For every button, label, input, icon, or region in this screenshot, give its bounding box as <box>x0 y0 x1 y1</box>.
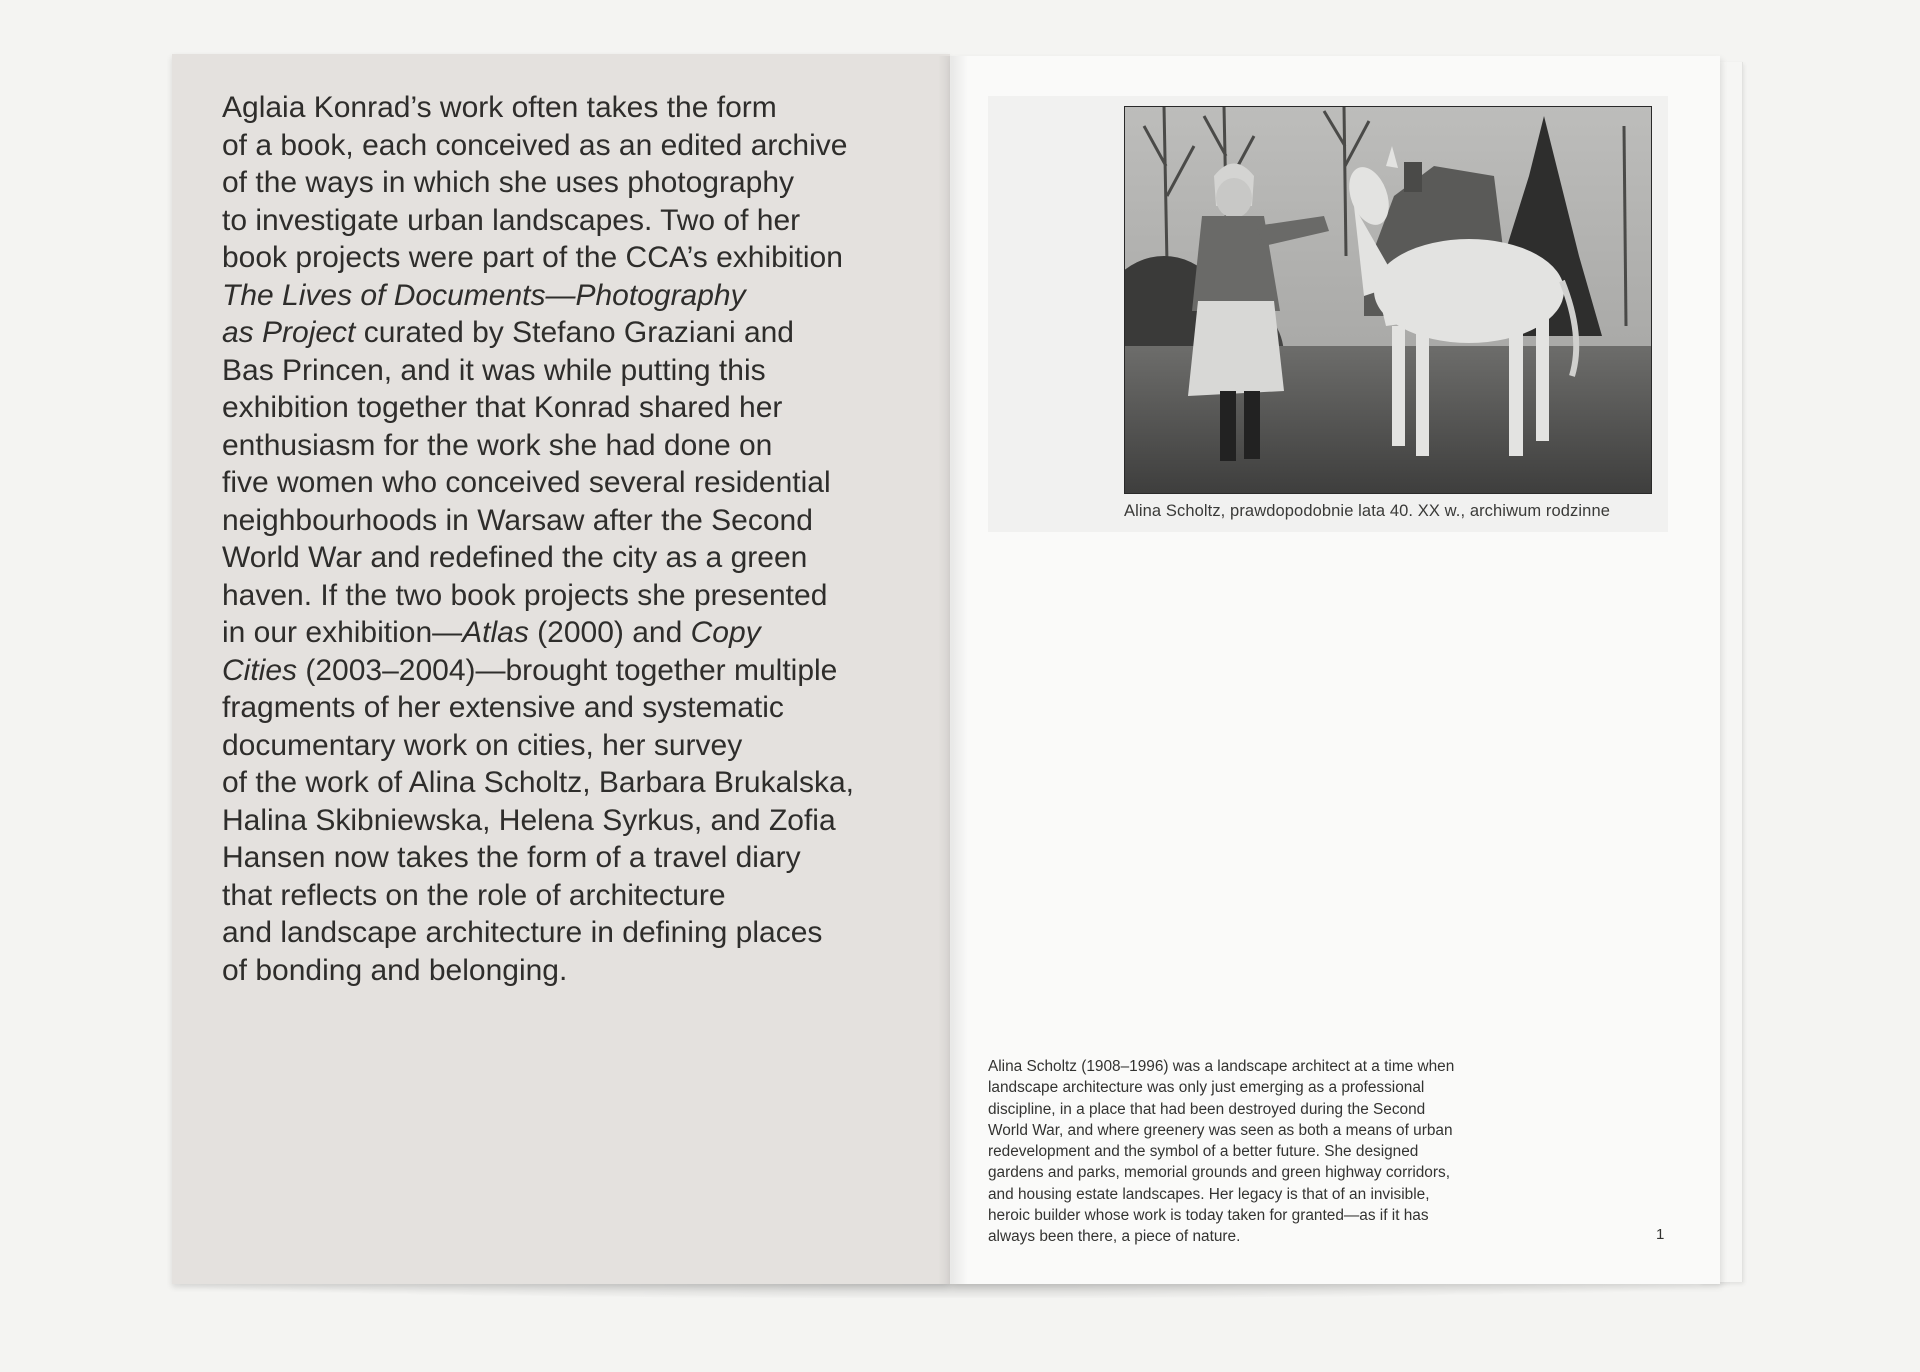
archival-photo <box>1124 106 1652 494</box>
bio-paragraph: Alina Scholtz (1908–1996) was a landscape architect at a time when landscape architecture was only just emerging as a professional discipline, in a place that had been destroyed during the Second World War, and where greenery was seen as both a means of urban redevelopment and the symbol of a better future. She designed gardens and parks, memorial grounds and green highway corridors, and housing estate landscapes. Her legacy is that of an invisible, heroic builder whose work is today taken for granted—as if it has always been there, a piece of nature. <box>988 1058 1455 1246</box>
chimney <box>1404 162 1422 192</box>
book-title-atlas: Atlas <box>462 616 529 649</box>
page-number: 1 <box>1656 1226 1665 1243</box>
essay-text-segment: Aglaia Konrad’s work often takes the form of a book, each conceived as an edited archive of the ways in which she uses photography to investigate urban landscapes. Two of her book projects were part of the CCA’s exhibition <box>222 91 848 274</box>
exhibition-title: The Lives of Documents—Photography as Project <box>222 278 746 349</box>
essay-text-segment: (2000) and <box>528 616 691 649</box>
photo-caption: Alina Scholtz, prawdopodobnie lata 40. XX w., archiwum rodzinne <box>1124 502 1610 520</box>
essay-paragraph <box>222 89 932 989</box>
essay-text-segment: curated by Stefano Graziani and Bas Princen, and it was while putting this exhibition together that Konrad shared her enthusiasm for the work she had done on five women who conceived several residential neighbourhoods in Warsaw after the Second World War and redefined the city as a green haven. If the two book projects she presented in our exhibition— <box>222 316 831 649</box>
book-title-copy-cities: Copy Cities <box>222 616 761 687</box>
essay-text-segment: (2003–2004)—brought together multiple fragments of her extensive and systematic documentary work on cities, her survey of the work of Alina Scholtz, Barbara Brukalska, Halina Skibniewska, Helena Syrkus, and Zofia Hansen now takes the form of a travel diary that reflects on the role of architecture and landscape architecture in defining places of bonding and belonging. <box>222 653 854 987</box>
